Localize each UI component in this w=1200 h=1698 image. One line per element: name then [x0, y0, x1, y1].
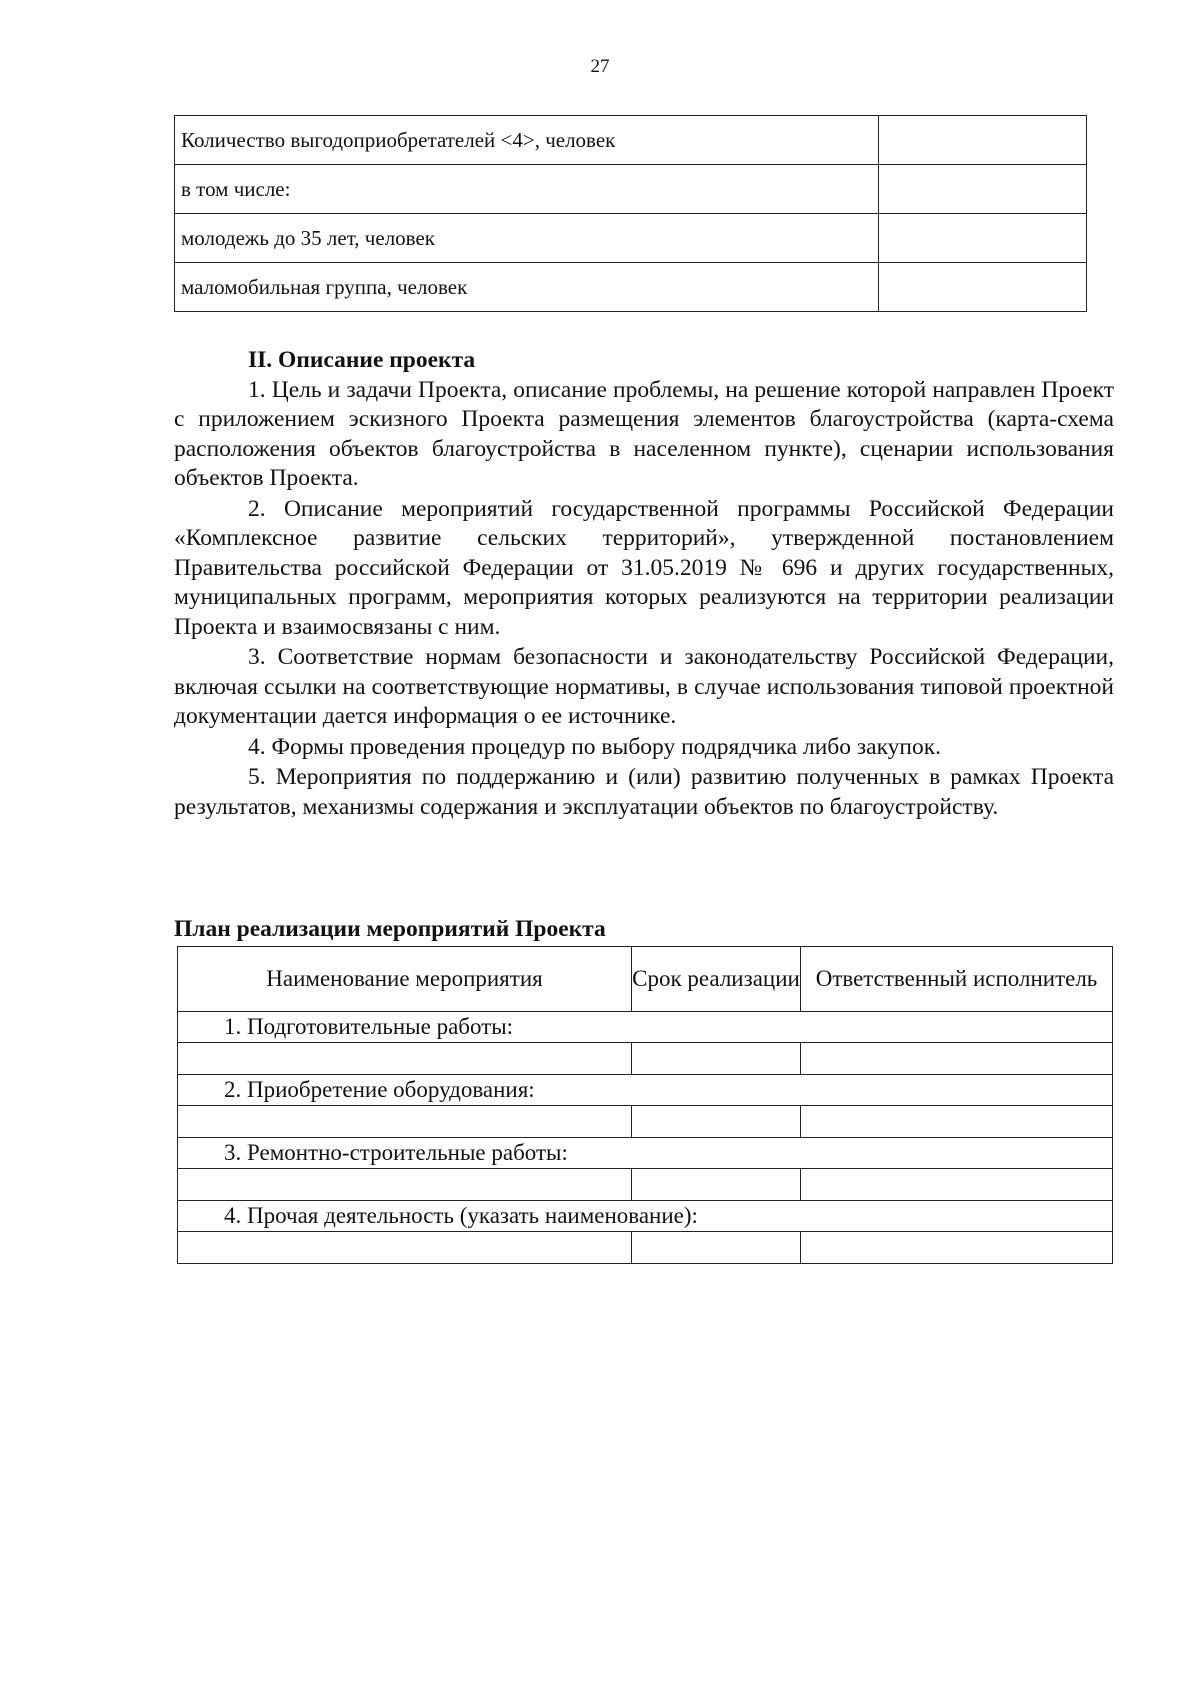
empty-cell: [632, 1043, 801, 1075]
empty-cell: [178, 1232, 632, 1264]
header-activity-name: Наименование мероприятия: [178, 947, 632, 1012]
plan-table: [177, 946, 1113, 1264]
header-responsible: Ответственный исполнитель: [801, 947, 1113, 1012]
page-number: 27: [590, 56, 610, 77]
paragraph-goals: 1. Цель и задачи Проекта, описание проблемы, на решение которой направлен Проект с приложением эскизного Проекта размещения элементов благоустройства (карта-схема расположения объектов благоустройства в населенном пункте), сценарии использования объектов Проекта.: [174, 376, 1114, 491]
empty-cell: [632, 1106, 801, 1138]
beneficiaries-value: [879, 214, 1087, 263]
empty-cell: [632, 1232, 801, 1264]
empty-cell: [178, 1043, 632, 1075]
paragraph-procurement: 4. Формы проведения процедур по выбору подрядчика либо закупок.: [248, 733, 942, 760]
plan-title: План реализации мероприятий Проекта: [174, 916, 606, 942]
empty-cell: [632, 1169, 801, 1201]
paragraph-maintenance: 5. Мероприятия по поддержанию и (или) развитию полученных в рамках Проекта результатов, механизмы содержания и эксплуатации объектов по благоустройству.: [174, 764, 1114, 820]
beneficiaries-value: [879, 116, 1087, 165]
plan-section-label: 4. Прочая деятельность (указать наименование):: [178, 1201, 1113, 1232]
paragraph-safety: 3. Соответствие нормам безопасности и законодательству Российской Федерации, включая ссылки на соответствующие нормативы, в случае использования типовой проектной документации дается информация о ее источнике.: [174, 644, 1114, 729]
section-title: II. Описание проекта: [248, 347, 476, 373]
empty-cell: [178, 1106, 632, 1138]
beneficiaries-value: [879, 263, 1087, 312]
plan-section-label: 1. Подготовительные работы:: [178, 1012, 1113, 1043]
plan-header-row: [178, 947, 1113, 1012]
beneficiaries-label: в том числе:: [175, 165, 879, 214]
beneficiaries-label: молодежь до 35 лет, человек: [175, 214, 879, 263]
plan-empty-row: [178, 1232, 1113, 1264]
plan-empty-row: [178, 1106, 1113, 1138]
beneficiaries-value: [879, 165, 1087, 214]
beneficiaries-table: [174, 115, 1087, 312]
plan-section-row: [178, 1012, 1113, 1043]
plan-section-label: 2. Приобретение оборудования:: [178, 1075, 1113, 1106]
empty-cell: [801, 1169, 1113, 1201]
table-row: [175, 116, 1087, 165]
plan-empty-row: [178, 1169, 1113, 1201]
plan-section-row: [178, 1138, 1113, 1169]
beneficiaries-label: Количество выгодоприобретателей <4>, человек: [175, 116, 879, 165]
empty-cell: [801, 1106, 1113, 1138]
plan-section-label: 3. Ремонтно-строительные работы:: [178, 1138, 1113, 1169]
table-row: [175, 214, 1087, 263]
project-description-section: [174, 346, 1114, 822]
paragraph-programs: 2. Описание мероприятий государственной программы Российской Федерации «Комплексное развитие сельских территорий», утвержденной постановлением Правительства российской Федерации от 31.05.2019 № 696 и других государственных, муниципальных программ, мероприятия которых реализуются на территории реализации Проекта и взаимосвязаны с ним.: [174, 495, 1114, 640]
plan-section-row: [178, 1201, 1113, 1232]
empty-cell: [178, 1169, 632, 1201]
header-deadline: Срок реализации: [632, 947, 801, 1012]
table-row: [175, 165, 1087, 214]
empty-cell: [801, 1043, 1113, 1075]
table-row: [175, 263, 1087, 312]
empty-cell: [801, 1232, 1113, 1264]
beneficiaries-label: маломобильная группа, человек: [175, 263, 879, 312]
plan-empty-row: [178, 1043, 1113, 1075]
plan-section-row: [178, 1075, 1113, 1106]
